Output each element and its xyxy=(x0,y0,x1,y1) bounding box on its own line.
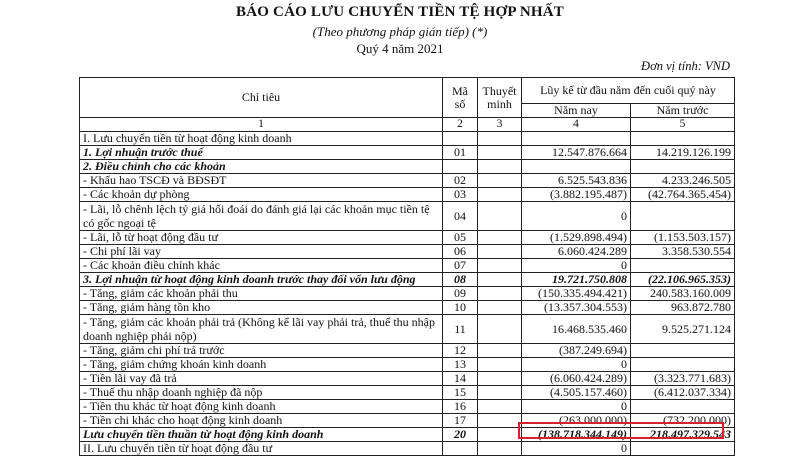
row-note xyxy=(478,231,522,245)
row-code: 03 xyxy=(443,188,478,202)
row-desc: - Tiền lãi vay đã trả xyxy=(80,372,443,386)
row-current: (1.529.898.494) xyxy=(522,231,631,245)
table-row xyxy=(80,358,735,372)
table-row xyxy=(80,372,735,386)
row-desc: - Tăng, giảm hàng tồn kho xyxy=(80,301,443,315)
row-note xyxy=(478,245,522,259)
row-note xyxy=(478,358,522,372)
currency-unit: Đơn vị tính: VND xyxy=(641,59,730,73)
row-desc: - Các khoản dự phòng xyxy=(80,188,443,202)
row-code: 02 xyxy=(443,174,478,188)
header-note: Thuyết minh xyxy=(478,78,522,118)
row-code: 16 xyxy=(443,400,478,414)
row-desc: I. Lưu chuyển tiền từ hoạt động kinh doanh xyxy=(80,132,443,146)
row-current: 0 xyxy=(522,358,631,372)
table-row xyxy=(80,315,735,344)
table-row xyxy=(80,231,735,245)
row-desc: - Lãi, lỗ chênh lệch tỷ giá hối đoái do đánh giá lại các khoản mục tiền tệ có gốc ngoại tệ xyxy=(80,202,443,231)
row-desc: - Tăng, giảm các khoản phải thu xyxy=(80,287,443,301)
row-previous: 4.233.246.505 xyxy=(631,174,735,188)
row-current: 0 xyxy=(522,202,631,231)
row-code xyxy=(443,132,478,146)
row-note xyxy=(478,287,522,301)
row-previous xyxy=(631,400,735,414)
row-previous xyxy=(631,202,735,231)
row-note xyxy=(478,202,522,231)
header-previous-year: Năm trước xyxy=(631,104,735,118)
row-desc: Lưu chuyển tiền thuần từ hoạt động kinh doanh xyxy=(80,428,443,442)
table-row xyxy=(80,202,735,231)
row-note xyxy=(478,188,522,202)
row-desc: - Các khoản điều chỉnh khác xyxy=(80,259,443,273)
table-row xyxy=(80,259,735,273)
table-row xyxy=(80,160,735,174)
row-desc: - Tăng, giảm chi phí trả trước xyxy=(80,344,443,358)
row-previous: 9.525.271.124 xyxy=(631,315,735,344)
table-row xyxy=(80,273,735,287)
table-row xyxy=(80,287,735,301)
row-note xyxy=(478,160,522,174)
row-current xyxy=(522,160,631,174)
row-note xyxy=(478,344,522,358)
row-previous xyxy=(631,344,735,358)
row-code: 09 xyxy=(443,287,478,301)
row-note xyxy=(478,442,522,456)
row-desc: - Khấu hao TSCĐ và BĐSĐT xyxy=(80,174,443,188)
row-note xyxy=(478,414,522,428)
row-note xyxy=(478,400,522,414)
row-note xyxy=(478,174,522,188)
row-code xyxy=(443,160,478,174)
row-current: (13.357.304.553) xyxy=(522,301,631,315)
row-note xyxy=(478,132,522,146)
row-code: 01 xyxy=(443,146,478,160)
row-code: 10 xyxy=(443,301,478,315)
header-code: Mã số xyxy=(443,78,478,118)
row-current: 0 xyxy=(522,442,631,456)
row-code: 20 xyxy=(443,428,478,442)
table-row xyxy=(80,132,735,146)
report-title: BÁO CÁO LƯU CHUYỂN TIỀN TỆ HỢP NHẤT xyxy=(235,4,565,20)
index-cell: 3 xyxy=(478,118,522,132)
row-current: (4.505.157.460) xyxy=(522,386,631,400)
row-current: (263.000.000) xyxy=(522,414,631,428)
table-row xyxy=(80,188,735,202)
row-desc: - Lãi, lỗ từ hoạt động đầu tư xyxy=(80,231,443,245)
table-row xyxy=(80,386,735,400)
row-note xyxy=(478,273,522,287)
row-current: (6.060.424.289) xyxy=(522,372,631,386)
row-desc: 1. Lợi nhuận trước thuế xyxy=(80,146,443,160)
row-code: 11 xyxy=(443,315,478,344)
row-current xyxy=(522,132,631,146)
row-note xyxy=(478,301,522,315)
row-code: 14 xyxy=(443,372,478,386)
index-cell: 5 xyxy=(631,118,735,132)
row-note xyxy=(478,146,522,160)
row-code: 07 xyxy=(443,259,478,273)
row-current: (387.249.694) xyxy=(522,344,631,358)
row-code: 04 xyxy=(443,202,478,231)
row-code: 06 xyxy=(443,245,478,259)
row-previous: (6.412.037.334) xyxy=(631,386,735,400)
row-current: 16.468.535.460 xyxy=(522,315,631,344)
row-note xyxy=(478,259,522,273)
table-row xyxy=(80,174,735,188)
row-previous: 3.358.530.554 xyxy=(631,245,735,259)
row-previous: 218.497.329.543 xyxy=(631,428,735,442)
row-current: 19.721.750.808 xyxy=(522,273,631,287)
row-current: 6.525.543.836 xyxy=(522,174,631,188)
table-row xyxy=(80,301,735,315)
row-current: 12.547.876.664 xyxy=(522,146,631,160)
row-current: 0 xyxy=(522,259,631,273)
row-previous xyxy=(631,259,735,273)
row-current: 6.060.424.289 xyxy=(522,245,631,259)
row-code xyxy=(443,442,478,456)
row-code: 13 xyxy=(443,358,478,372)
row-desc: II. Lưu chuyển tiền từ hoạt động đầu tư xyxy=(80,442,443,456)
row-note xyxy=(478,372,522,386)
row-previous xyxy=(631,132,735,146)
row-desc: - Tiền thu khác từ hoạt động kinh doanh xyxy=(80,400,443,414)
row-note xyxy=(478,386,522,400)
header-cumulative: Lũy kế từ đầu năm đến cuối quý này xyxy=(522,78,735,104)
row-current: (138.718.344.149) xyxy=(522,428,631,442)
row-desc: - Tăng, giảm chứng khoán kinh doanh xyxy=(80,358,443,372)
row-current: (3.882.195.487) xyxy=(522,188,631,202)
header-current-year: Năm nay xyxy=(522,104,631,118)
row-desc: - Thuế thu nhập doanh nghiệp đã nộp xyxy=(80,386,443,400)
row-previous xyxy=(631,358,735,372)
row-previous: (22.106.965.353) xyxy=(631,273,735,287)
highlight-box xyxy=(518,422,724,439)
row-previous: (3.323.771.683) xyxy=(631,372,735,386)
row-previous xyxy=(631,160,735,174)
header-item: Chỉ tiêu xyxy=(80,78,443,118)
row-previous: (1.153.503.157) xyxy=(631,231,735,245)
report-period: Quý 4 năm 2021 xyxy=(356,41,444,56)
row-code: 08 xyxy=(443,273,478,287)
row-code: 15 xyxy=(443,386,478,400)
table-row xyxy=(80,344,735,358)
row-desc: - Tiền chi khác cho hoạt động kinh doanh xyxy=(80,414,443,428)
row-previous: 240.583.160.009 xyxy=(631,287,735,301)
row-desc: 2. Điều chỉnh cho các khoản xyxy=(80,160,443,174)
table-row xyxy=(80,245,735,259)
table-row xyxy=(80,400,735,414)
row-previous: 14.219.126.199 xyxy=(631,146,735,160)
row-note xyxy=(478,428,522,442)
row-code: 12 xyxy=(443,344,478,358)
index-cell: 1 xyxy=(80,118,443,132)
table-row xyxy=(80,146,735,160)
index-cell: 2 xyxy=(443,118,478,132)
table-row xyxy=(80,442,735,456)
row-code: 05 xyxy=(443,231,478,245)
row-current: 0 xyxy=(522,400,631,414)
index-cell: 4 xyxy=(522,118,631,132)
row-previous xyxy=(631,442,735,456)
row-desc: - Chi phí lãi vay xyxy=(80,245,443,259)
report-subtitle: (Theo phương pháp gián tiếp) (*) xyxy=(312,24,488,39)
row-desc: - Tăng, giảm các khoản phải trả (Không kể lãi vay phải trả, thuế thu nhập doanh nghiệp phải nộp) xyxy=(80,315,443,344)
row-desc: 3. Lợi nhuận từ hoạt động kinh doanh trước thay đổi vốn lưu động xyxy=(80,273,443,287)
cash-flow-table xyxy=(79,77,735,456)
row-previous: (732.200.000) xyxy=(631,414,735,428)
row-note xyxy=(478,315,522,344)
row-previous: (42.764.365.454) xyxy=(631,188,735,202)
row-code: 17 xyxy=(443,414,478,428)
row-previous: 963.872.780 xyxy=(631,301,735,315)
row-current: (150.335.494.421) xyxy=(522,287,631,301)
